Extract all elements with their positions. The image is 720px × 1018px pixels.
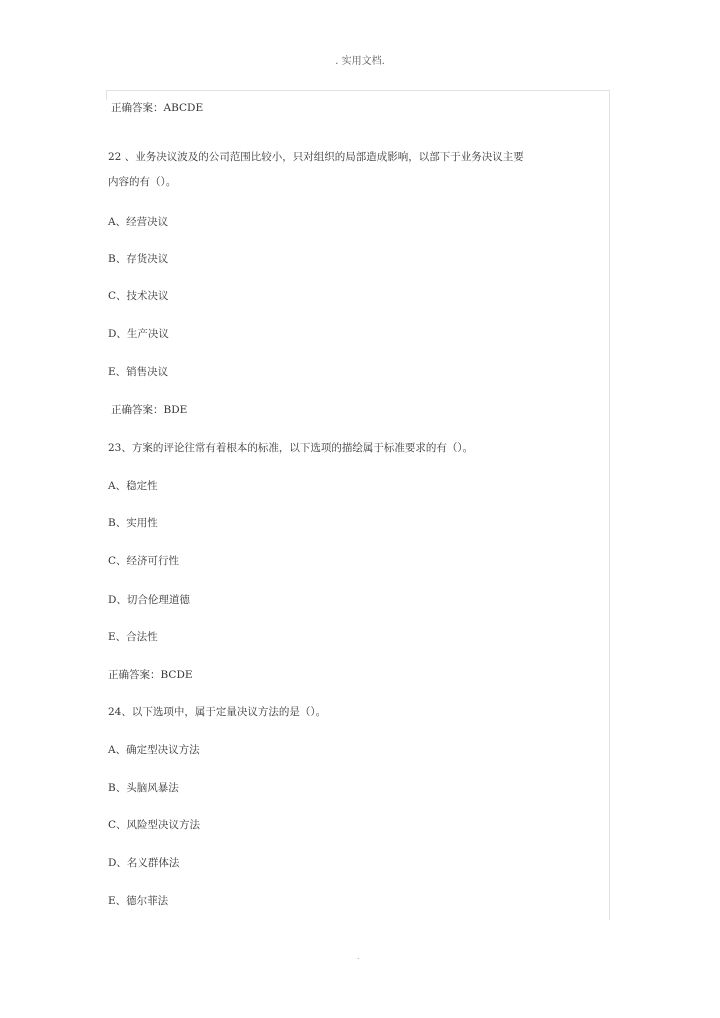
content-frame: [106, 90, 610, 920]
option-a: A、稳定性: [108, 480, 158, 492]
option-e: E、销售决议: [108, 366, 169, 378]
page-header: . 实用文档.: [335, 56, 385, 67]
option-b: B、实用性: [108, 517, 158, 529]
content-frame-left-edge: [106, 90, 107, 100]
question-23: 23、方案的评论往常有着根本的标准，以下选项的描绘属于标准要求的有（）。: [108, 442, 474, 454]
option-b: B、头脑风暴法: [108, 782, 179, 794]
answer-line: 正确答案：BDE: [111, 404, 188, 416]
answer-line: 正确答案：ABCDE: [111, 102, 204, 114]
option-a: A、经营决议: [108, 216, 169, 228]
option-c: C、技术决议: [108, 290, 169, 302]
option-d: D、名义群体法: [108, 857, 180, 869]
option-e: E、德尔菲法: [108, 895, 169, 907]
question-24: 24、以下选项中，属于定量决议方法的是（）。: [108, 706, 327, 718]
question-22-cont: 内容的有（）。: [108, 176, 177, 188]
option-c: C、经济可行性: [108, 555, 180, 567]
option-d: D、切合伦理道德: [108, 594, 190, 606]
question-22: 22 、业务决议波及的公司范围比较小，只对组织的局部造成影响，以部下于业务决议主要: [108, 151, 524, 163]
footer-mark: .: [357, 952, 360, 961]
option-e: E、合法性: [108, 631, 158, 643]
option-a: A、确定型决议方法: [108, 744, 200, 756]
option-d: D、生产决议: [108, 328, 169, 340]
answer-line: 正确答案：BCDE: [108, 669, 193, 681]
option-b: B、存货决议: [108, 253, 169, 265]
option-c: C、风险型决议方法: [108, 819, 201, 831]
